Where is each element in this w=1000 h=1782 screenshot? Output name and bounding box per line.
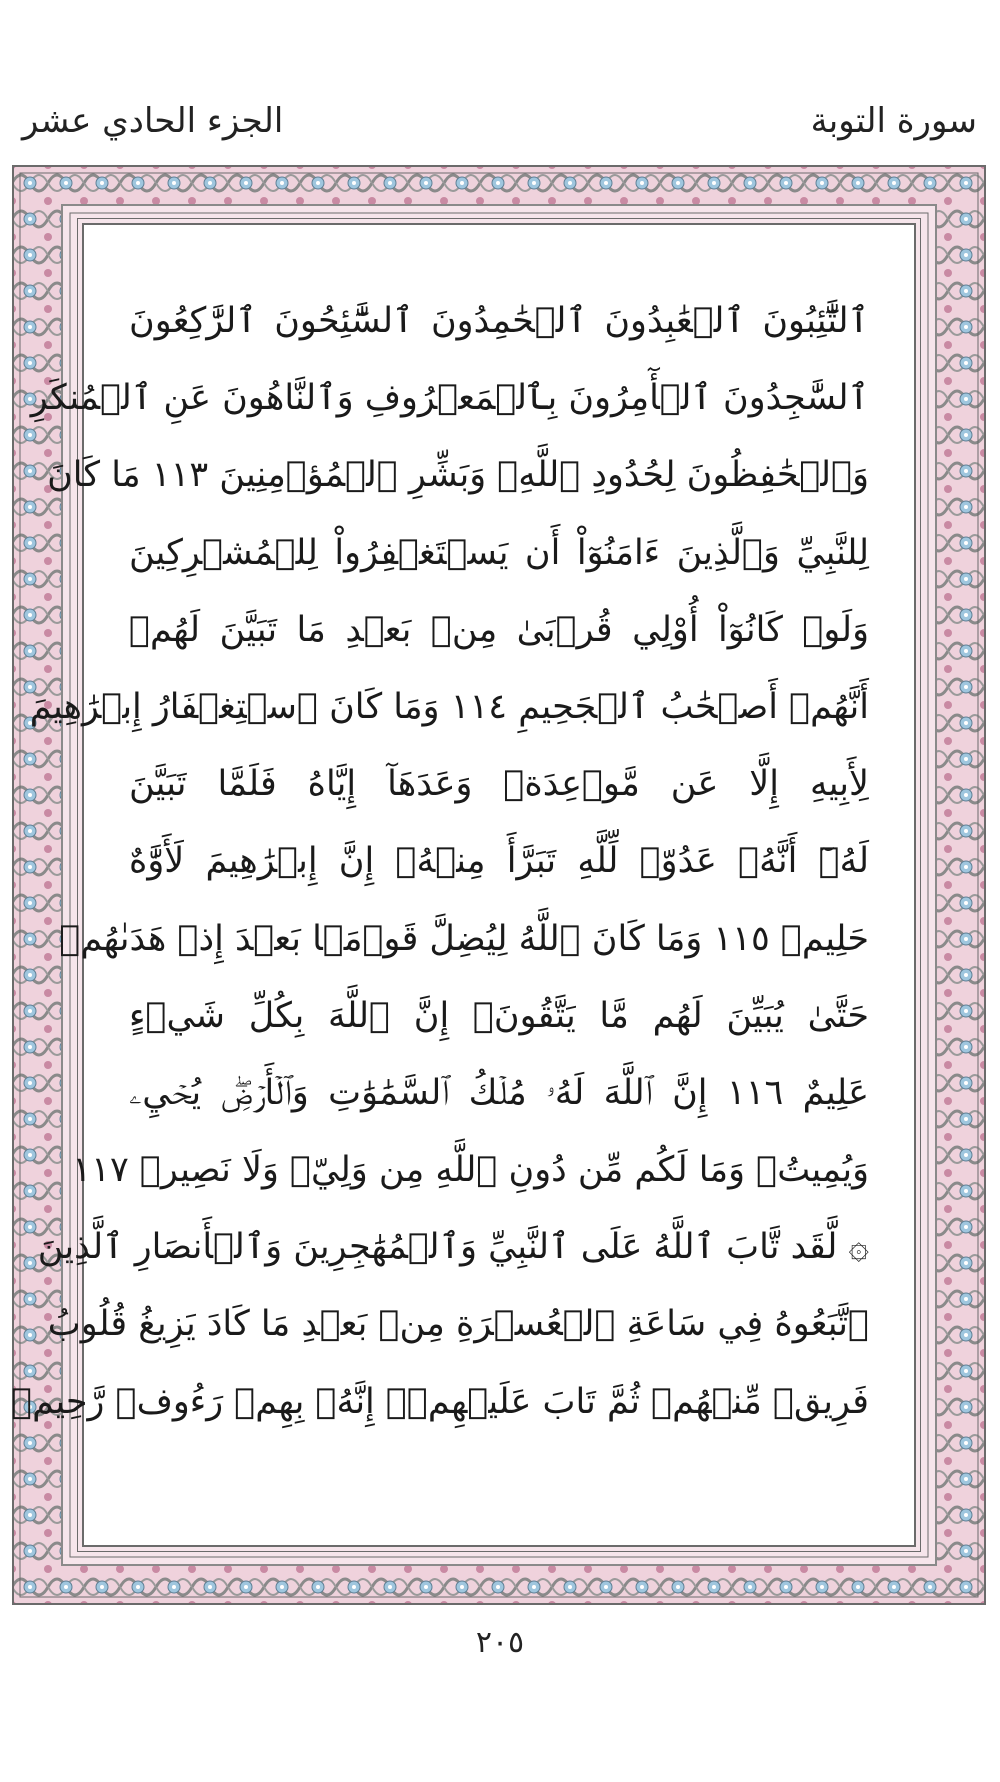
page-number: ٢٠٥ (475, 1625, 525, 1660)
page-header (22, 86, 977, 156)
verse-line: ٱلسَّٰجِدُونَ ٱلۡأٓمِرُونَ بِٱلۡمَعۡرُوفِ وَٱلنَّاهُونَ عَنِ ٱلۡمُنكَرِ (30, 378, 869, 419)
verse-line: فَرِيقٖ مِّنۡهُمۡ ثُمَّ تَابَ عَلَيۡهِمۡۚ إِنَّهُۥ بِهِمۡ رَءُوفٞ رَّحِيمٞ (11, 1381, 869, 1422)
verse-line: لِأَبِيهِ إِلَّا عَن مَّوۡعِدَةٖ وَعَدَهَآ إِيَّاهُ فَلَمَّا تَبَيَّنَ (129, 764, 869, 805)
verse-line: لِلنَّبِيِّ وَٱلَّذِينَ ءَامَنُوٓاْ أَن يَسۡتَغۡفِرُواْ لِلۡمُشۡرِكِينَ (129, 532, 869, 573)
verse-line: حَتَّىٰ يُبَيِّنَ لَهُم مَّا يَتَّقُونَۚ إِنَّ ٱللَّهَ بِكُلِّ شَيۡءٍ (129, 995, 869, 1036)
verse-line: عَلِيمٌ ١١٦ إِنَّ ٱللَّهَ لَهُۥ مُلۡكُ ٱلسَّمَٰوَٰتِ وَٱلۡأَرۡضِۖ يُحۡيِۦ (129, 1072, 870, 1113)
verse-line: ۞ لَّقَد تَّابَ ٱللَّهُ عَلَى ٱلنَّبِيِّ وَٱلۡمُهَٰجِرِينَ وَٱلۡأَنصَارِ ٱلَّذِينَ (37, 1227, 869, 1268)
decorative-frame (12, 165, 986, 1605)
verse-line: وَيُمِيتُۚ وَمَا لَكُم مِّن دُونِ ٱللَّهِ مِن وَلِيّٖ وَلَا نَصِيرٖ ١١٧ (72, 1150, 869, 1191)
verse-line: أَنَّهُمۡ أَصۡحَٰبُ ٱلۡجَحِيمِ ١١٤ وَمَا كَانَ ٱسۡتِغۡفَارُ إِبۡرَٰهِيمَ (29, 686, 869, 727)
juz-name: الجزء الحادي عشر (22, 101, 284, 141)
verse-line: ٱتَّبَعُوهُ فِي سَاعَةِ ٱلۡعُسۡرَةِ مِنۢ بَعۡدِ مَا كَادَ يَزِيغُ قُلُوبُ (47, 1304, 869, 1345)
verse-line: حَلِيمٞ ١١٥ وَمَا كَانَ ٱللَّهُ لِيُضِلَّ قَوۡمَۢا بَعۡدَ إِذۡ هَدَىٰهُمۡ (59, 918, 869, 959)
surah-name: سورة التوبة (810, 101, 977, 141)
verses-block (11, 283, 870, 1441)
verse-line: لَهُۥٓ أَنَّهُۥ عَدُوّٞ لِّلَّهِ تَبَرَّأَ مِنۡهُۚ إِنَّ إِبۡرَٰهِيمَ لَأَوَّٰهٌ (129, 841, 869, 882)
verse-line: وَٱلۡحَٰفِظُونَ لِحُدُودِ ٱللَّهِۗ وَبَشِّرِ ٱلۡمُؤۡمِنِينَ ١١٣ مَا كَانَ (47, 455, 869, 496)
text-panel (11, 223, 916, 1547)
verse-line: ٱلتَّٰٓئِبُونَ ٱلۡعَٰبِدُونَ ٱلۡحَٰمِدُونَ ٱلسَّٰٓئِحُونَ ٱلرَّٰكِعُونَ (129, 301, 869, 341)
verse-line: وَلَوۡ كَانُوٓاْ أُوْلِي قُرۡبَىٰ مِنۢ بَعۡدِ مَا تَبَيَّنَ لَهُمۡ (129, 609, 869, 650)
